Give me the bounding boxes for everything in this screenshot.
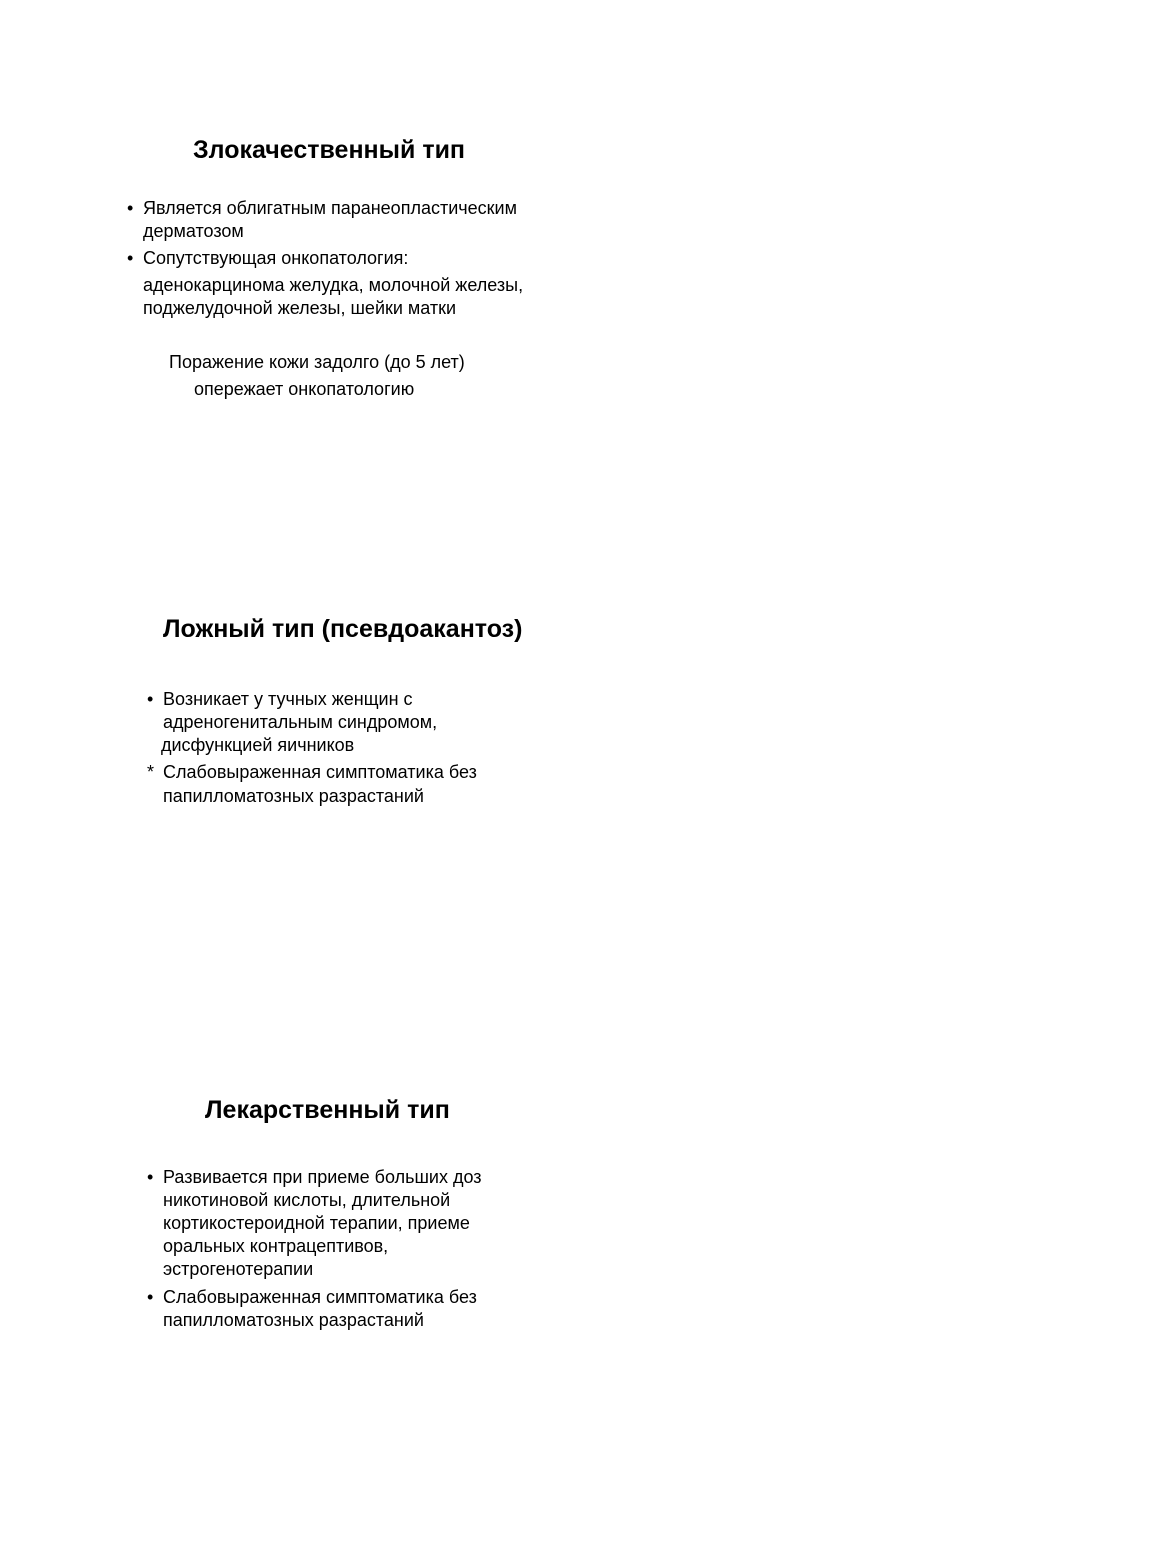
- bullet-text-line: Является облигатным паранеопластическим: [143, 198, 517, 218]
- section-title: Злокачественный тип: [193, 136, 466, 164]
- bullet-text-line: адреногенитальным синдромом,: [163, 712, 438, 732]
- note-line: Поражение кожи задолго (до 5 лет): [169, 352, 465, 372]
- bullet-text-line: папилломатозных разрастаний: [163, 786, 424, 806]
- bullet-text-line: Слабовыраженная симптоматика без: [163, 1287, 477, 1307]
- bullet-text-line: Слабовыраженная симптоматика без: [163, 762, 477, 782]
- note-line: опережает онкопатологию: [194, 379, 415, 399]
- section-title: Ложный тип (псевдоакантоз): [163, 615, 523, 643]
- bullet-marker: •: [147, 689, 154, 709]
- continuation-line: аденокарцинома желудка, молочной железы,: [143, 275, 524, 295]
- bullet-text-line: кортикостероидной терапии, приеме: [163, 1213, 470, 1233]
- bullet-marker: •: [127, 248, 134, 268]
- bullet-text-line: дисфункцией яичников: [161, 735, 355, 755]
- bullet-text-line: Развивается при приеме больших доз: [163, 1167, 482, 1187]
- bullet-marker: •: [147, 1287, 154, 1307]
- bullet-text-line: дерматозом: [143, 221, 244, 241]
- bullet-marker: •: [127, 198, 134, 218]
- bullet-text-line: никотиновой кислоты, длительной: [163, 1190, 451, 1210]
- section-title: Лекарственный тип: [205, 1096, 450, 1124]
- bullet-text-line: Сопутствующая онкопатология:: [143, 248, 409, 268]
- bullet-text-line: Возникает у тучных женщин с: [163, 689, 413, 709]
- bullet-text-line: оральных контрацептивов,: [163, 1236, 389, 1256]
- bullet-text-line: папилломатозных разрастаний: [163, 1310, 424, 1330]
- bullet-marker: •: [147, 1167, 154, 1187]
- continuation-line: поджелудочной железы, шейки матки: [143, 298, 457, 318]
- bullet-text-line: эстрогенотерапии: [163, 1259, 314, 1279]
- bullet-marker: *: [147, 762, 155, 782]
